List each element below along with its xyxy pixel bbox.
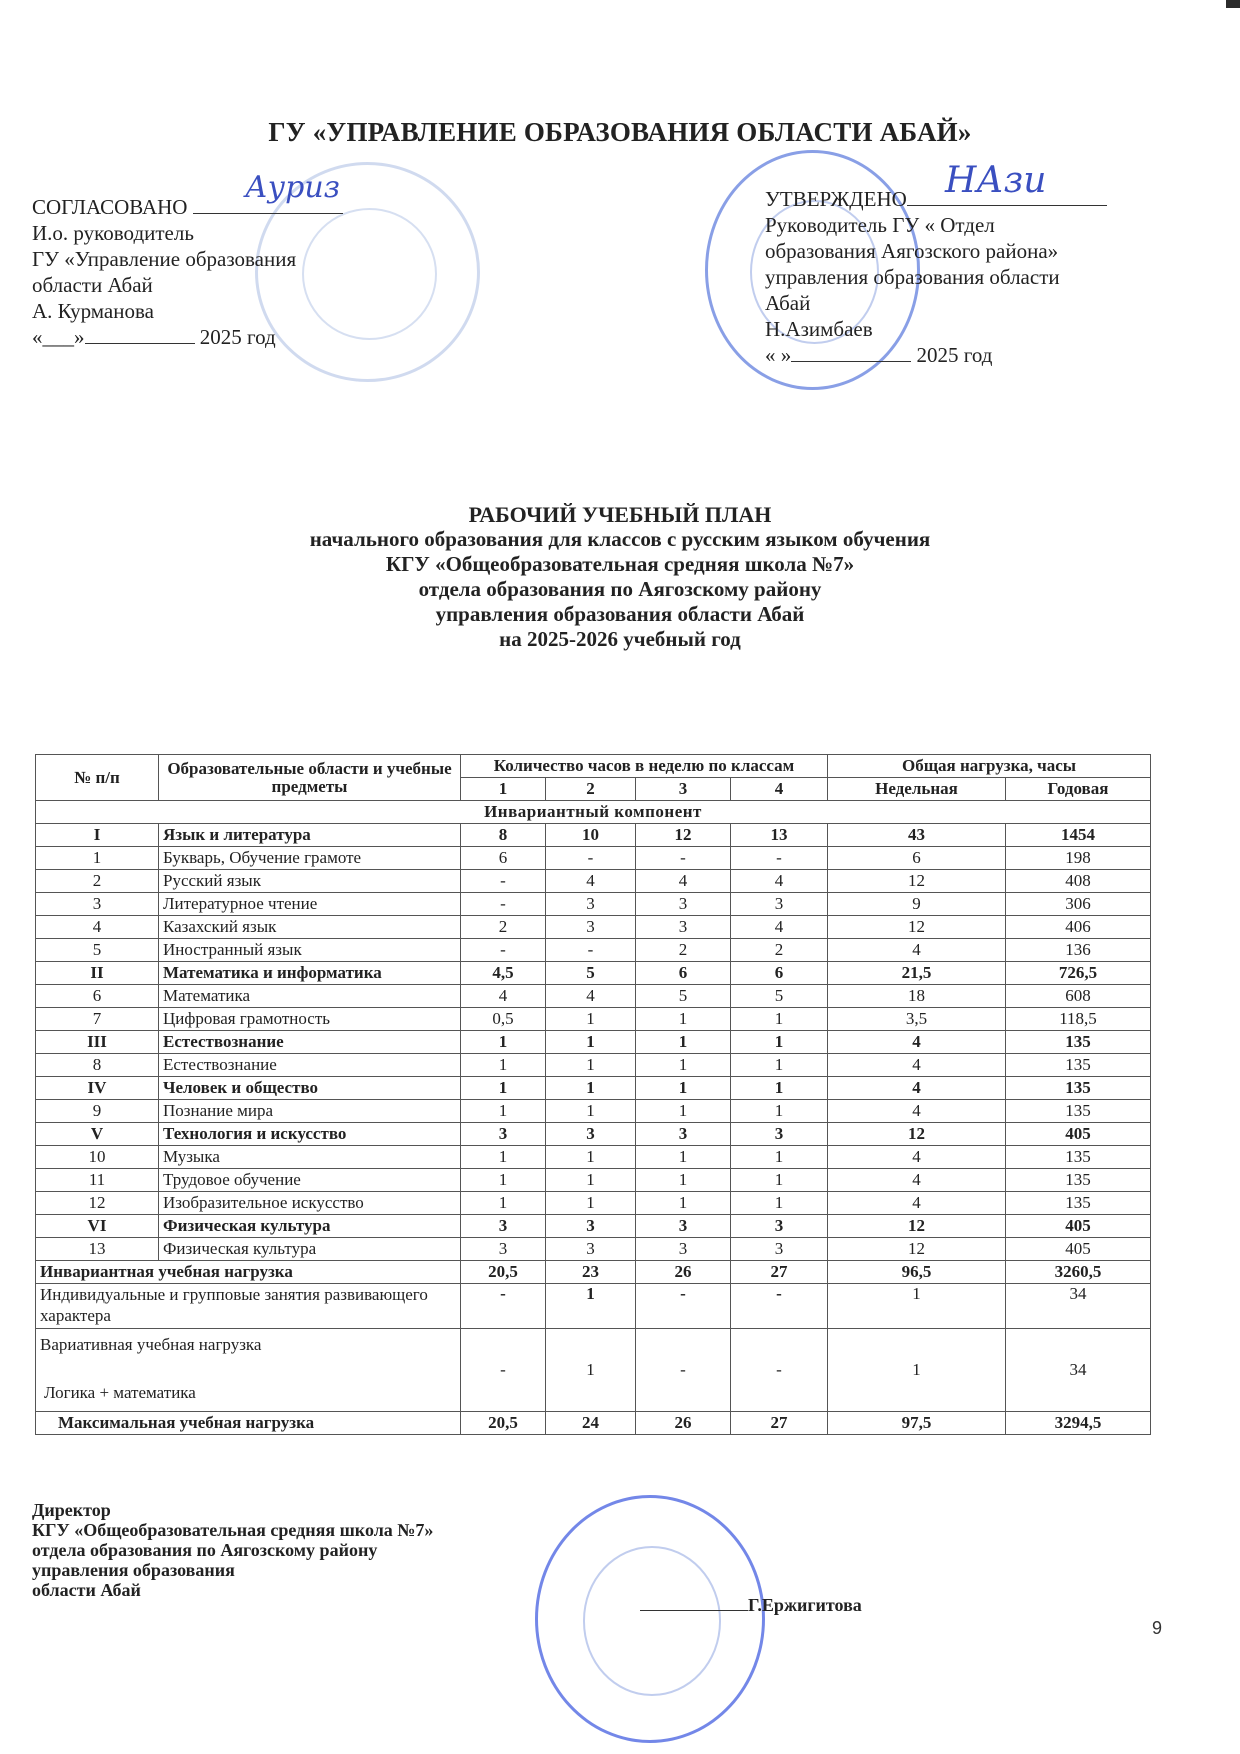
cell-grade-4: 3 bbox=[731, 893, 828, 916]
cell-grade-3: - bbox=[636, 847, 731, 870]
cell-num: 5 bbox=[36, 939, 159, 962]
approval-line: области Абай bbox=[32, 273, 153, 297]
signature-left: Ауриз bbox=[245, 170, 341, 205]
cell-grade-3: 2 bbox=[636, 939, 731, 962]
header-grade-2: 2 bbox=[546, 778, 636, 801]
cell-subject: Человек и общество bbox=[159, 1077, 461, 1100]
cell-grade-3: 12 bbox=[636, 824, 731, 847]
cell-grade-1: 3 bbox=[461, 1215, 546, 1238]
cell-grade-2: 1 bbox=[546, 1169, 636, 1192]
row-label: Максимальная учебная нагрузка bbox=[36, 1412, 461, 1435]
cell-subject: Математика и информатика bbox=[159, 962, 461, 985]
cell-grade-1: 8 bbox=[461, 824, 546, 847]
approval-date-day: «___» bbox=[32, 325, 85, 349]
cell-weekly: 4 bbox=[828, 1054, 1006, 1077]
header-total-load: Общая нагрузка, часы bbox=[828, 755, 1151, 778]
cell-grade-4: 2 bbox=[731, 939, 828, 962]
cell-annual: 406 bbox=[1006, 916, 1151, 939]
subject-area-row bbox=[36, 962, 1151, 985]
cell-grade-4: 1 bbox=[731, 1008, 828, 1031]
cell-subject: Изобразительное искусство bbox=[159, 1192, 461, 1215]
cell-annual: 135 bbox=[1006, 1100, 1151, 1123]
cell-num: 9 bbox=[36, 1100, 159, 1123]
cell-grade-1: 20,5 bbox=[461, 1412, 546, 1435]
cell-subject: Язык и литература bbox=[159, 824, 461, 847]
subject-row bbox=[36, 870, 1151, 893]
cell-grade-2: 3 bbox=[546, 1238, 636, 1261]
cell-grade-4: 13 bbox=[731, 824, 828, 847]
cell-grade-2: - bbox=[546, 847, 636, 870]
cell-grade-4: 1 bbox=[731, 1031, 828, 1054]
subject-row bbox=[36, 847, 1151, 870]
cell-grade-3: 3 bbox=[636, 1238, 731, 1261]
header-annual: Годовая bbox=[1006, 778, 1151, 801]
cell-weekly: 4 bbox=[828, 1077, 1006, 1100]
plan-subtitle-line: управления образования области Абай bbox=[435, 602, 805, 626]
cell-weekly: 12 bbox=[828, 870, 1006, 893]
header-grade-1: 1 bbox=[461, 778, 546, 801]
plan-subtitle-line: начального образования для классов с русским языком обучения bbox=[309, 527, 931, 551]
subject-row bbox=[36, 1008, 1151, 1031]
cell-num: VI bbox=[36, 1215, 159, 1238]
date-blank bbox=[85, 325, 195, 344]
cell-grade-2: 1 bbox=[546, 1054, 636, 1077]
table-body bbox=[36, 824, 1151, 1261]
cell-annual: 198 bbox=[1006, 847, 1151, 870]
cell-annual: 135 bbox=[1006, 1077, 1151, 1100]
cell-grade-1: 3 bbox=[461, 1238, 546, 1261]
scan-corner-mark bbox=[1226, 0, 1240, 8]
cell-annual: 405 bbox=[1006, 1215, 1151, 1238]
cell-grade-3: 1 bbox=[636, 1008, 731, 1031]
cell-grade-4: 1 bbox=[731, 1054, 828, 1077]
cell-subject: Математика bbox=[159, 985, 461, 1008]
approval-line: И.о. руководитель bbox=[32, 221, 194, 245]
cell-grade-2: 3 bbox=[546, 1215, 636, 1238]
approval-block-agreed bbox=[32, 193, 343, 350]
subject-row bbox=[36, 893, 1151, 916]
cell-annual: 135 bbox=[1006, 1031, 1151, 1054]
cell-annual: 408 bbox=[1006, 870, 1151, 893]
cell-subject: Физическая культура bbox=[159, 1215, 461, 1238]
cell-grade-3: 3 bbox=[636, 1215, 731, 1238]
cell-grade-2: 1 bbox=[546, 1100, 636, 1123]
header-grade-4: 4 bbox=[731, 778, 828, 801]
cell-subject: Иностранный язык bbox=[159, 939, 461, 962]
cell-grade-2: 24 bbox=[546, 1412, 636, 1435]
cell-num: 2 bbox=[36, 870, 159, 893]
cell-weekly: 18 bbox=[828, 985, 1006, 1008]
approval-line: управления образования области bbox=[765, 265, 1060, 289]
cell-annual: 135 bbox=[1006, 1054, 1151, 1077]
max-total-row bbox=[36, 1412, 1151, 1435]
cell-annual: 136 bbox=[1006, 939, 1151, 962]
cell-grade-1: 0,5 bbox=[461, 1008, 546, 1031]
cell-annual: 34 bbox=[1006, 1329, 1151, 1412]
approval-line: Н.Азимбаев bbox=[765, 317, 873, 341]
cell-annual: 135 bbox=[1006, 1169, 1151, 1192]
cell-subject: Познание мира bbox=[159, 1100, 461, 1123]
cell-weekly: 4 bbox=[828, 1100, 1006, 1123]
cell-grade-3: 1 bbox=[636, 1169, 731, 1192]
cell-subject: Музыка bbox=[159, 1146, 461, 1169]
cell-num: IV bbox=[36, 1077, 159, 1100]
header-weekly: Недельная bbox=[828, 778, 1006, 801]
cell-weekly: 3,5 bbox=[828, 1008, 1006, 1031]
cell-grade-1: - bbox=[461, 870, 546, 893]
variative-load-row bbox=[36, 1329, 1151, 1412]
subject-row bbox=[36, 916, 1151, 939]
cell-num: 10 bbox=[36, 1146, 159, 1169]
cell-num: 1 bbox=[36, 847, 159, 870]
cell-grade-3: 26 bbox=[636, 1261, 731, 1284]
plan-subtitle-line: на 2025-2026 учебный год bbox=[499, 627, 741, 651]
cell-grade-1: 1 bbox=[461, 1192, 546, 1215]
page-number: 9 bbox=[1152, 1618, 1163, 1638]
cell-grade-1: - bbox=[461, 1329, 546, 1412]
approval-line: А. Курманова bbox=[32, 299, 154, 323]
cell-grade-2: 3 bbox=[546, 1123, 636, 1146]
cell-grade-4: 1 bbox=[731, 1100, 828, 1123]
subject-area-row bbox=[36, 1077, 1151, 1100]
cell-annual: 34 bbox=[1006, 1284, 1151, 1329]
plan-subtitle-line: отдела образования по Аягозскому району bbox=[418, 577, 822, 601]
cell-grade-1: 1 bbox=[461, 1146, 546, 1169]
cell-grade-1: 1 bbox=[461, 1077, 546, 1100]
subject-area-row bbox=[36, 824, 1151, 847]
subject-row bbox=[36, 1169, 1151, 1192]
cell-grade-4: 3 bbox=[731, 1123, 828, 1146]
cell-grade-4: - bbox=[731, 1284, 828, 1329]
cell-grade-2: 4 bbox=[546, 870, 636, 893]
cell-subject: Литературное чтение bbox=[159, 893, 461, 916]
cell-subject: Казахский язык bbox=[159, 916, 461, 939]
header-hours-by-grade: Количество часов в неделю по классам bbox=[461, 755, 828, 778]
header-subject: Образовательные области и учебные предметы bbox=[159, 755, 461, 801]
cell-grade-4: 4 bbox=[731, 916, 828, 939]
cell-grade-2: - bbox=[546, 939, 636, 962]
cell-annual: 405 bbox=[1006, 1123, 1151, 1146]
invariant-total-row bbox=[36, 1261, 1151, 1284]
director-line: области Абай bbox=[32, 1580, 141, 1600]
cell-weekly: 9 bbox=[828, 893, 1006, 916]
cell-grade-1: - bbox=[461, 893, 546, 916]
plan-subtitle-line: КГУ «Общеобразовательная средняя школа №7» bbox=[385, 552, 855, 576]
cell-num: 8 bbox=[36, 1054, 159, 1077]
cell-weekly: 96,5 bbox=[828, 1261, 1006, 1284]
approval-line: образования Аягозского района» bbox=[765, 239, 1059, 263]
variative-sublabel: Логика + математика bbox=[44, 1383, 196, 1402]
cell-grade-3: 5 bbox=[636, 985, 731, 1008]
cell-grade-4: 1 bbox=[731, 1169, 828, 1192]
cell-num: 7 bbox=[36, 1008, 159, 1031]
cell-subject: Трудовое обучение bbox=[159, 1169, 461, 1192]
cell-grade-4: 3 bbox=[731, 1238, 828, 1261]
subject-area-row bbox=[36, 1123, 1151, 1146]
cell-grade-4: 6 bbox=[731, 962, 828, 985]
cell-grade-4: 5 bbox=[731, 985, 828, 1008]
cell-grade-2: 1 bbox=[546, 1008, 636, 1031]
cell-grade-2: 1 bbox=[546, 1284, 636, 1329]
cell-grade-3: 1 bbox=[636, 1077, 731, 1100]
cell-grade-1: 1 bbox=[461, 1054, 546, 1077]
cell-subject: Русский язык bbox=[159, 870, 461, 893]
subject-row bbox=[36, 1146, 1151, 1169]
cell-grade-3: 1 bbox=[636, 1054, 731, 1077]
cell-subject: Физическая культура bbox=[159, 1238, 461, 1261]
cell-weekly: 12 bbox=[828, 1238, 1006, 1261]
cell-grade-2: 5 bbox=[546, 962, 636, 985]
cell-annual: 306 bbox=[1006, 893, 1151, 916]
cell-grade-3: 26 bbox=[636, 1412, 731, 1435]
cell-weekly: 12 bbox=[828, 1215, 1006, 1238]
cell-weekly: 1 bbox=[828, 1284, 1006, 1329]
cell-grade-2: 3 bbox=[546, 916, 636, 939]
cell-subject: Букварь, Обучение грамоте bbox=[159, 847, 461, 870]
approval-line: Абай bbox=[765, 291, 811, 315]
cell-grade-3: 4 bbox=[636, 870, 731, 893]
cell-weekly: 97,5 bbox=[828, 1412, 1006, 1435]
cell-grade-1: - bbox=[461, 939, 546, 962]
cell-num: 11 bbox=[36, 1169, 159, 1192]
cell-grade-4: 27 bbox=[731, 1412, 828, 1435]
cell-weekly: 4 bbox=[828, 1192, 1006, 1215]
director-signature bbox=[640, 1592, 862, 1616]
cell-grade-1: 1 bbox=[461, 1169, 546, 1192]
cell-grade-1: 6 bbox=[461, 847, 546, 870]
cell-grade-1: 2 bbox=[461, 916, 546, 939]
cell-grade-2: 1 bbox=[546, 1077, 636, 1100]
cell-grade-4: 1 bbox=[731, 1077, 828, 1100]
cell-grade-3: 6 bbox=[636, 962, 731, 985]
cell-num: V bbox=[36, 1123, 159, 1146]
cell-grade-2: 1 bbox=[546, 1146, 636, 1169]
cell-annual: 3294,5 bbox=[1006, 1412, 1151, 1435]
curriculum-table bbox=[35, 754, 1151, 1435]
approval-date-day: « » bbox=[765, 343, 792, 367]
cell-num: III bbox=[36, 1031, 159, 1054]
individual-lessons-row bbox=[36, 1284, 1151, 1329]
cell-subject: Естествознание bbox=[159, 1054, 461, 1077]
cell-grade-1: 4 bbox=[461, 985, 546, 1008]
director-line: Директор bbox=[32, 1500, 111, 1520]
cell-annual: 135 bbox=[1006, 1192, 1151, 1215]
cell-weekly: 4 bbox=[828, 1031, 1006, 1054]
subject-row bbox=[36, 1192, 1151, 1215]
approval-status: УТВЕРЖДЕНО bbox=[765, 187, 907, 211]
cell-grade-3: - bbox=[636, 1329, 731, 1412]
cell-annual: 1454 bbox=[1006, 824, 1151, 847]
cell-grade-2: 1 bbox=[546, 1329, 636, 1412]
cell-weekly: 4 bbox=[828, 1146, 1006, 1169]
signature-line bbox=[640, 1592, 748, 1611]
subject-row bbox=[36, 1054, 1151, 1077]
cell-annual: 726,5 bbox=[1006, 962, 1151, 985]
cell-num: 12 bbox=[36, 1192, 159, 1215]
row-label: Индивидуальные и групповые занятия развивающего характера bbox=[36, 1284, 461, 1329]
table-header-row bbox=[36, 755, 1151, 778]
cell-grade-1: 1 bbox=[461, 1031, 546, 1054]
approval-date-year: 2025 год bbox=[199, 325, 276, 349]
cell-annual: 405 bbox=[1006, 1238, 1151, 1261]
official-stamp-icon bbox=[535, 1495, 765, 1743]
cell-num: 13 bbox=[36, 1238, 159, 1261]
cell-subject: Естествознание bbox=[159, 1031, 461, 1054]
organization-title: ГУ «УПРАВЛЕНИЕ ОБРАЗОВАНИЯ ОБЛАСТИ АБАЙ» bbox=[268, 117, 972, 147]
cell-weekly: 21,5 bbox=[828, 962, 1006, 985]
row-label bbox=[36, 1329, 461, 1412]
cell-num: I bbox=[36, 824, 159, 847]
approval-date-year: 2025 год bbox=[916, 343, 993, 367]
subject-area-row bbox=[36, 1215, 1151, 1238]
approval-line: Руководитель ГУ « Отдел bbox=[765, 213, 995, 237]
cell-grade-4: 4 bbox=[731, 870, 828, 893]
director-name: Г.Ержигитова bbox=[748, 1595, 862, 1615]
header-grade-3: 3 bbox=[636, 778, 731, 801]
approval-status: СОГЛАСОВАНО bbox=[32, 195, 188, 219]
cell-grade-2: 10 bbox=[546, 824, 636, 847]
cell-grade-3: 3 bbox=[636, 916, 731, 939]
cell-subject: Технология и искусство bbox=[159, 1123, 461, 1146]
plan-heading bbox=[0, 502, 1240, 652]
approval-line: ГУ «Управление образования bbox=[32, 247, 297, 271]
cell-grade-2: 1 bbox=[546, 1192, 636, 1215]
row-label: Инвариантная учебная нагрузка bbox=[36, 1261, 461, 1284]
director-line: управления образования bbox=[32, 1560, 235, 1580]
cell-grade-2: 23 bbox=[546, 1261, 636, 1284]
approval-block-approved bbox=[765, 185, 1107, 368]
cell-grade-2: 1 bbox=[546, 1031, 636, 1054]
cell-num: 6 bbox=[36, 985, 159, 1008]
cell-annual: 118,5 bbox=[1006, 1008, 1151, 1031]
cell-grade-3: 1 bbox=[636, 1031, 731, 1054]
cell-grade-3: 1 bbox=[636, 1100, 731, 1123]
cell-grade-1: 1 bbox=[461, 1100, 546, 1123]
cell-grade-1: - bbox=[461, 1284, 546, 1329]
subject-row bbox=[36, 1100, 1151, 1123]
cell-grade-4: 27 bbox=[731, 1261, 828, 1284]
header-num: № п/п bbox=[36, 755, 159, 801]
cell-grade-4: 1 bbox=[731, 1192, 828, 1215]
cell-weekly: 1 bbox=[828, 1329, 1006, 1412]
date-blank bbox=[791, 343, 911, 362]
variative-label: Вариативная учебная нагрузка bbox=[40, 1335, 262, 1354]
cell-weekly: 12 bbox=[828, 916, 1006, 939]
cell-grade-4: 1 bbox=[731, 1146, 828, 1169]
cell-grade-4: - bbox=[731, 847, 828, 870]
cell-annual: 135 bbox=[1006, 1146, 1151, 1169]
subject-row bbox=[36, 1238, 1151, 1261]
subject-row bbox=[36, 985, 1151, 1008]
section-invariant-label: Инвариантный компонент bbox=[36, 801, 1151, 824]
cell-annual: 608 bbox=[1006, 985, 1151, 1008]
director-line: отдела образования по Аягозскому району bbox=[32, 1540, 378, 1560]
cell-weekly: 43 bbox=[828, 824, 1006, 847]
cell-subject: Цифровая грамотность bbox=[159, 1008, 461, 1031]
cell-grade-1: 20,5 bbox=[461, 1261, 546, 1284]
cell-grade-3: 1 bbox=[636, 1192, 731, 1215]
cell-grade-2: 4 bbox=[546, 985, 636, 1008]
cell-grade-4: - bbox=[731, 1329, 828, 1412]
director-line: КГУ «Общеобразовательная средняя школа №7» bbox=[32, 1520, 434, 1540]
director-block bbox=[32, 1500, 433, 1600]
cell-num: II bbox=[36, 962, 159, 985]
signature-right: НАзи bbox=[945, 160, 1047, 201]
cell-num: 3 bbox=[36, 893, 159, 916]
cell-grade-3: 1 bbox=[636, 1146, 731, 1169]
cell-annual: 3260,5 bbox=[1006, 1261, 1151, 1284]
cell-weekly: 4 bbox=[828, 1169, 1006, 1192]
cell-grade-1: 3 bbox=[461, 1123, 546, 1146]
cell-weekly: 6 bbox=[828, 847, 1006, 870]
cell-grade-2: 3 bbox=[546, 893, 636, 916]
cell-weekly: 4 bbox=[828, 939, 1006, 962]
cell-grade-4: 3 bbox=[731, 1215, 828, 1238]
cell-grade-3: - bbox=[636, 1284, 731, 1329]
cell-weekly: 12 bbox=[828, 1123, 1006, 1146]
subject-area-row bbox=[36, 1031, 1151, 1054]
plan-title: РАБОЧИЙ УЧЕБНЫЙ ПЛАН bbox=[468, 502, 772, 527]
cell-num: 4 bbox=[36, 916, 159, 939]
cell-grade-3: 3 bbox=[636, 1123, 731, 1146]
section-row bbox=[36, 801, 1151, 824]
cell-grade-1: 4,5 bbox=[461, 962, 546, 985]
cell-grade-3: 3 bbox=[636, 893, 731, 916]
subject-row bbox=[36, 939, 1151, 962]
